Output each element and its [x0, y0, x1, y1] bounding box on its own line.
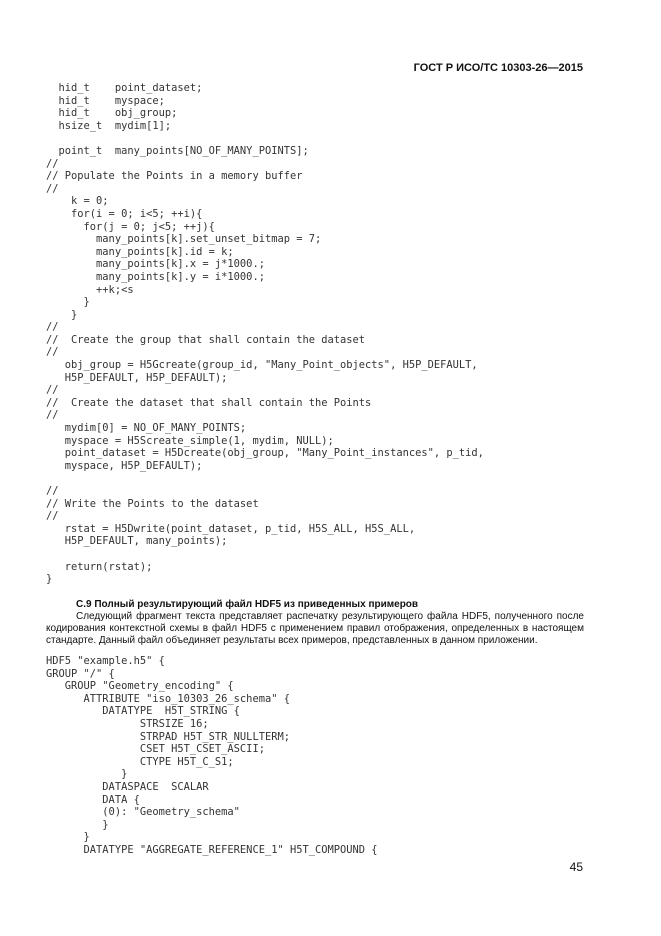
code-listing-c-program [46, 82, 484, 586]
code-line: DATATYPE H5T_STRING { [46, 705, 240, 718]
code-line: // [46, 384, 59, 397]
code-line: hsize_t mydim[1]; [46, 119, 172, 132]
code-line: } [46, 573, 53, 586]
code-line: return(rstat); [46, 560, 153, 573]
code-line: // [46, 485, 59, 497]
code-line: H5P_DEFAULT, many_points); [46, 535, 228, 548]
code-line: mydim[0] = NO_OF_MANY_POINTS; [46, 422, 247, 435]
code-line: k = 0; [46, 195, 109, 208]
code-line: many_points[k].id = k; [46, 245, 234, 258]
code-line: (0): "Geometry_schema" [46, 806, 240, 819]
code-line: GROUP "/" { [46, 667, 115, 680]
code-line: // [46, 157, 59, 170]
code-line: } [46, 818, 109, 831]
code-line: ATTRIBUTE "iso_10303_26_schema" { [46, 692, 290, 705]
code-line: CTYPE H5T_C_S1; [46, 755, 234, 768]
code-line: obj_group = H5Gcreate(group_id, "Many_Point_objects", H5P_DEFAULT, [46, 359, 478, 372]
code-line: GROUP "Geometry_encoding" { [46, 680, 234, 693]
code-line: DATASPACE SCALAR [46, 780, 209, 793]
section-title: С.9 Полный результирующий файл HDF5 из приведенных примеров [76, 599, 419, 610]
code-line: DATA { [46, 793, 140, 806]
code-line: // Populate the Points in a memory buffer [46, 170, 303, 183]
page-number: 45 [569, 860, 583, 874]
code-line: H5P_DEFAULT, H5P_DEFAULT); [46, 371, 228, 384]
code-line: // [46, 510, 59, 523]
code-line: for(i = 0; i<5; ++i){ [46, 207, 203, 220]
code-line: } [46, 296, 90, 309]
code-line: STRPAD H5T_STR_NULLTERM; [46, 730, 290, 743]
code-line: myspace, H5P_DEFAULT); [46, 459, 203, 472]
code-line: rstat = H5Dwrite(point_dataset, p_tid, H5S_ALL, H5S_ALL, [46, 522, 416, 535]
code-line: } [46, 768, 128, 781]
document-header: ГОСТ Р ИСО/ТС 10303-26—2015 [413, 62, 583, 74]
code-line: // [46, 182, 59, 195]
section-paragraph: Следующий фрагмент текста представляет распечатку результирующего файла HDF5, полученного после кодирования контекстной схемы в файл HDF5 с применением правил отображения, определенных в настоящем стандарте. Данный файл объединяет результаты всех примеров, представленных в данном приложении. [46, 611, 584, 646]
code-line: hid_t obj_group; [46, 107, 178, 120]
code-line: // [46, 346, 59, 359]
code-line: HDF5 "example.h5" { [46, 655, 165, 667]
code-line: ++k;<s [46, 283, 134, 296]
code-line: point_t many_points[NO_OF_MANY_POINTS]; [46, 144, 309, 157]
code-line: myspace = H5Screate_simple(1, mydim, NULL); [46, 434, 334, 447]
code-line: // Write the Points to the dataset [46, 497, 259, 510]
code-line: CSET H5T_CSET_ASCII; [46, 743, 265, 756]
code-line: // Create the dataset that shall contain the Points [46, 396, 372, 409]
code-line: many_points[k].y = i*1000.; [46, 270, 265, 283]
code-line: point_dataset = H5Dcreate(obj_group, "Many_Point_instances", p_tid, [46, 447, 484, 460]
code-line: } [46, 831, 90, 844]
code-line: // [46, 409, 59, 422]
code-line: DATATYPE "AGGREGATE_REFERENCE_1" H5T_COMPOUND { [46, 843, 378, 856]
code-line: many_points[k].set_unset_bitmap = 7; [46, 233, 322, 246]
code-line: STRSIZE 16; [46, 717, 209, 730]
code-line: hid_t myspace; [46, 94, 165, 107]
code-listing-hdf5-dump [46, 655, 378, 857]
code-line: // Create the group that shall contain the dataset [46, 333, 366, 346]
code-line: // [46, 321, 59, 334]
code-line: many_points[k].x = j*1000.; [46, 258, 265, 271]
code-line: } [46, 308, 78, 321]
section-c9 [46, 599, 584, 647]
code-line: hid_t point_dataset; [46, 82, 203, 94]
code-line: for(j = 0; j<5; ++j){ [46, 220, 215, 233]
